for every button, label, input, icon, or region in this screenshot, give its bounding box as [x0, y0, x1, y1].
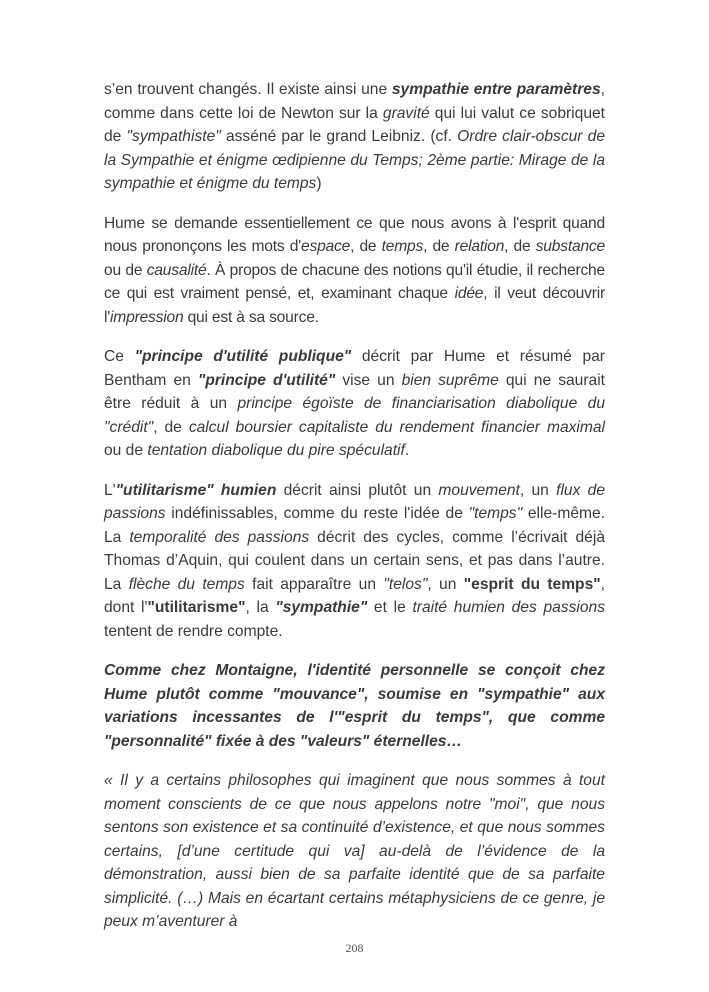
- text-run: Comme chez Montaigne, l'identité personnelle se conçoit chez Hume plutôt comme "mouvance", soumise en "sympathie" aux variations incessantes de l'"esprit du temps", que comme "personnalité" fixée à des "valeurs" éternelles…: [104, 662, 605, 750]
- text-run: mouvement: [438, 481, 520, 499]
- text-run: , de: [350, 238, 382, 255]
- text-run: flux de passions: [104, 481, 605, 522]
- text-run: décrit des cycles, comme l’écrivait déjà Thomas d’Aquin, qui coulent dans un certain sens, et pas dans l’autre. La: [104, 528, 605, 593]
- text-run: .: [404, 442, 410, 459]
- text-run: "temps": [468, 505, 523, 522]
- text-run: qui ne saurait être réduit à un: [104, 371, 605, 412]
- text-run: , de: [504, 238, 536, 255]
- text-run: tentation diabolique du pire spéculatif: [147, 442, 405, 459]
- text-run: s’en trouvent changés. Il existe ainsi une: [104, 81, 392, 98]
- text-run: Hume se demande essentiellement ce que nous avons à l'esprit quand nous prononçons les mots d': [104, 214, 605, 255]
- text-run: Ce: [104, 348, 135, 365]
- text-run: "utilitarisme" humien: [115, 481, 277, 499]
- text-run: sympathie entre paramètres: [391, 81, 601, 98]
- text-run: relation: [454, 238, 505, 255]
- text-run: décrit ainsi plutôt un: [276, 481, 439, 499]
- text-run: L': [104, 481, 116, 499]
- text-run: ): [316, 175, 322, 192]
- text-run: , comme dans cette loi de Newton sur la: [104, 81, 605, 122]
- text-run: "principe d'utilité": [197, 371, 336, 389]
- text-run: , un: [519, 481, 557, 499]
- text-run: indéfinissables, comme du reste l'idée de: [165, 505, 469, 522]
- text-run: , de: [153, 418, 189, 436]
- text-run: qui lui valut ce sobriquet de: [104, 104, 605, 145]
- text-run: idée: [454, 285, 484, 302]
- text-run: traité humien des passions: [412, 599, 605, 616]
- text-run: décrit par Hume et résumé par Bentham en: [104, 348, 605, 389]
- text-run: "sympathiste": [126, 128, 221, 145]
- text-run: « Il y a certains philosophes qui imaginent que nous sommes à tout moment conscients de ce que nous appelons notre "moi", que nous sentons son existence et sa continuité d’existence, et que nous sommes certains, [d’une certitude qui va] au-delà de l’évidence de la démonstration, aussi bien de sa parfaite identité que de sa parfaite simplicité. (…) Mais en écartant certains métaphysiciens de ce genre, je peux m’aventurer à: [104, 772, 605, 930]
- paragraph-sympathie: [104, 78, 605, 196]
- text-run: calcul boursier capitaliste du rendement financier maximal: [188, 418, 606, 436]
- text-run: temporalité des passions: [129, 528, 310, 546]
- text-run: flèche du temps: [128, 575, 245, 593]
- text-run: gravité: [382, 104, 430, 122]
- paragraph-principe-utilite: [104, 345, 605, 463]
- page-number: 208: [345, 941, 364, 955]
- text-run: causalité: [146, 261, 207, 279]
- text-run: "sympathie": [275, 599, 368, 616]
- text-run: , de: [423, 238, 455, 255]
- text-run: Ordre clair-obscur de la Sympathie et énigme œdipienne du Temps; 2ème partie: Mirage de la sympathie et énigme du temps: [104, 128, 605, 192]
- text-run: "telos": [383, 575, 428, 593]
- text-run: , la: [245, 599, 276, 616]
- text-run: temps: [381, 238, 424, 255]
- text-run: "utilitarisme": [147, 599, 246, 616]
- text-run: , dont l': [104, 575, 605, 616]
- text-run: tentent de rendre compte.: [104, 622, 283, 640]
- page-body: [104, 78, 605, 950]
- text-run: impression: [110, 308, 184, 326]
- text-run: "esprit du temps": [463, 575, 601, 593]
- text-run: ou de: [104, 442, 148, 459]
- text-run: espace: [301, 238, 351, 255]
- text-run: . À propos de chacune des notions qu'il étudie, il recherche ce qui est vraiment pensé, et, examinant chaque: [104, 261, 605, 302]
- text-run: vise un: [335, 371, 402, 389]
- paragraph-montaigne: [104, 659, 605, 753]
- text-run: et le: [367, 599, 413, 616]
- text-run: "principe d'utilité publique": [134, 348, 352, 365]
- text-run: qui est à sa source.: [183, 308, 319, 326]
- paragraph-quote: [104, 769, 605, 934]
- text-run: elle-même. La: [104, 505, 605, 546]
- text-run: ou de: [104, 261, 147, 279]
- paragraph-hume-notions: [104, 212, 605, 330]
- text-run: , un: [427, 575, 464, 593]
- text-run: principe égoïste de financiarisation diabolique du "crédit": [104, 395, 605, 436]
- text-run: asséné par le grand Leibniz. (cf.: [220, 128, 458, 145]
- text-run: fait apparaître un: [244, 575, 384, 593]
- text-run: substance: [535, 238, 605, 255]
- text-run: , il veut découvrir l': [104, 285, 605, 326]
- paragraph-utilitarisme: [104, 479, 605, 644]
- text-run: bien suprême: [401, 371, 499, 389]
